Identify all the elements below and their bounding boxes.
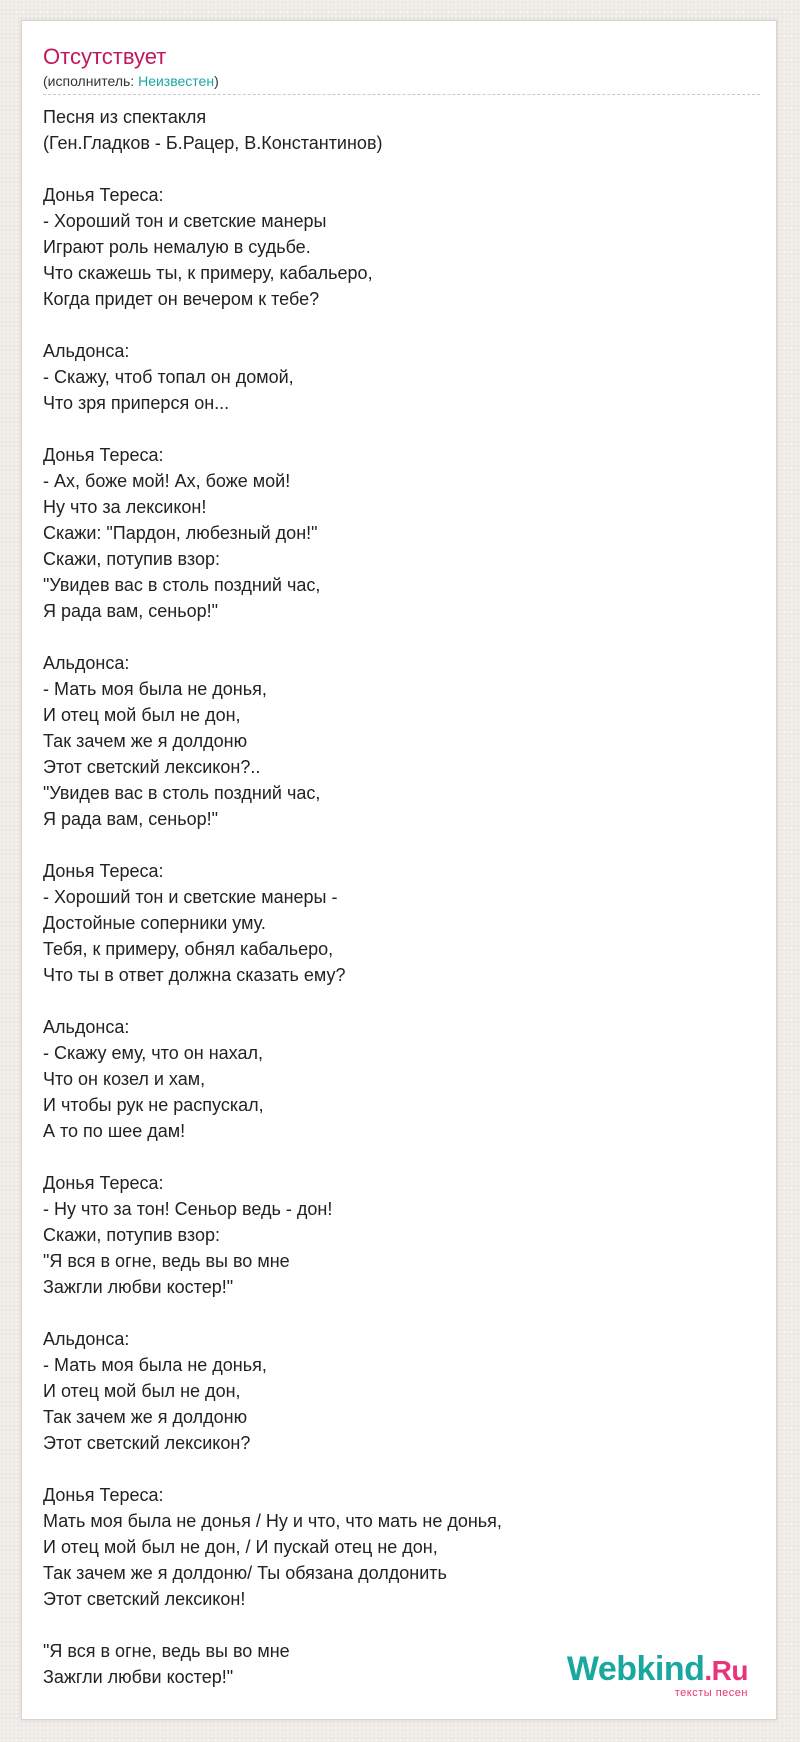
lyric-line: И отец мой был не дон, / И пускай отец не дон,	[43, 1537, 438, 1557]
lyric-line: - Скажу, чтоб топал он домой,	[43, 367, 294, 387]
lyric-line	[43, 416, 743, 442]
lyric-line: Зажгли любви костер!"	[43, 1277, 234, 1297]
lyric-line	[43, 1300, 743, 1326]
lyric-line: - Ну что за тон! Сеньор ведь - дон!	[43, 1199, 333, 1219]
lyric-line: Когда придет он вечером к тебе?	[43, 289, 320, 309]
lyric-line: Зажгли любви костер!"	[43, 1667, 234, 1687]
lyric-line: И отец мой был не дон,	[43, 705, 241, 725]
lyric-line: Что ты в ответ должна сказать ему?	[43, 965, 346, 985]
performer-prefix: (исполнитель:	[43, 73, 139, 89]
lyric-line: - Хороший тон и светские манеры -	[43, 887, 338, 907]
lyric-line: Этот светский лексикон?..	[43, 757, 261, 777]
lyric-line: Ну что за лексикон!	[43, 497, 207, 517]
lyric-line: "Увидев вас в столь поздний час,	[43, 783, 321, 803]
lyric-line: (Ген.Гладков - Б.Рацер, В.Константинов)	[43, 133, 383, 153]
lyric-line: Донья Тереса:	[43, 861, 164, 881]
lyric-line: Я рада вам, сеньор!"	[43, 809, 219, 829]
lyric-line: "Увидев вас в столь поздний час,	[43, 575, 321, 595]
lyrics-card	[21, 20, 777, 1720]
lyric-line	[43, 832, 743, 858]
lyric-line: "Я вся в огне, ведь вы во мне	[43, 1251, 290, 1271]
title-divider	[43, 94, 760, 95]
performer-line	[43, 72, 219, 90]
lyric-line: Донья Тереса:	[43, 185, 164, 205]
lyric-line: Песня из спектакля	[43, 107, 207, 127]
lyric-line: - Ах, боже мой! Ах, боже мой!	[43, 471, 291, 491]
performer-link[interactable]: Неизвестен	[138, 73, 215, 89]
lyric-line: Скажи: "Пардон, любезный дон!"	[43, 523, 318, 543]
song-title: Отсутствует	[43, 44, 167, 69]
lyric-line	[43, 1456, 743, 1482]
performer-suffix: )	[214, 73, 219, 89]
lyric-line: Что он козел и хам,	[43, 1069, 206, 1089]
lyric-line: - Скажу ему, что он нахал,	[43, 1043, 263, 1063]
lyric-line: Так зачем же я долдоню	[43, 1407, 248, 1427]
logo-main-text: Webkind	[566, 1650, 705, 1688]
lyric-line	[43, 1612, 743, 1638]
lyric-line: - Мать моя была не донья,	[43, 1355, 267, 1375]
lyric-line: Что зря приперся он...	[43, 393, 230, 413]
lyric-line: - Мать моя была не донья,	[43, 679, 267, 699]
lyric-line: А то по шее дам!	[43, 1121, 186, 1141]
lyric-line: Донья Тереса:	[43, 1485, 164, 1505]
lyric-line: Донья Тереса:	[43, 445, 164, 465]
lyric-line: Играют роль немалую в судьбе.	[43, 237, 311, 257]
lyric-line: Альдонса:	[43, 341, 130, 361]
lyric-line	[43, 988, 743, 1014]
lyric-line: Так зачем же я долдоню	[43, 731, 248, 751]
lyric-line: Донья Тереса:	[43, 1173, 164, 1193]
lyric-line: И чтобы рук не распускал,	[43, 1095, 264, 1115]
logo-tld-text: .Ru	[704, 1655, 748, 1686]
lyric-line: Я рада вам, сеньор!"	[43, 601, 219, 621]
lyric-line: - Хороший тон и светские манеры	[43, 211, 327, 231]
lyric-line: Альдонса:	[43, 1017, 130, 1037]
lyric-line: Скажи, потупив взор:	[43, 1225, 220, 1245]
lyric-line	[43, 312, 743, 338]
logo-wordmark	[567, 1649, 748, 1691]
lyric-line: Достойные соперники уму.	[43, 913, 266, 933]
lyric-line: И отец мой был не дон,	[43, 1381, 241, 1401]
lyric-line	[43, 1144, 743, 1170]
lyric-line: Скажи, потупив взор:	[43, 549, 220, 569]
lyric-line: Мать моя была не донья / Ну и что, что мать не донья,	[43, 1511, 502, 1531]
lyric-line: Что скажешь ты, к примеру, кабальеро,	[43, 263, 373, 283]
logo-tagline: тексты песен	[674, 1687, 748, 1699]
lyric-line: Этот светский лексикон?	[43, 1433, 251, 1453]
lyric-line: Альдонса:	[43, 1329, 130, 1349]
lyric-line	[43, 624, 743, 650]
lyric-line: "Я вся в огне, ведь вы во мне	[43, 1641, 290, 1661]
lyric-line: Этот светский лексикон!	[43, 1589, 246, 1609]
lyric-line: Так зачем же я долдоню/ Ты обязана долдонить	[43, 1563, 447, 1583]
lyric-line	[43, 156, 743, 182]
webkind-logo[interactable]	[558, 1649, 748, 1699]
lyric-line: Тебя, к примеру, обнял кабальеро,	[43, 939, 334, 959]
lyric-line: Альдонса:	[43, 653, 130, 673]
lyrics-text	[43, 104, 743, 1690]
